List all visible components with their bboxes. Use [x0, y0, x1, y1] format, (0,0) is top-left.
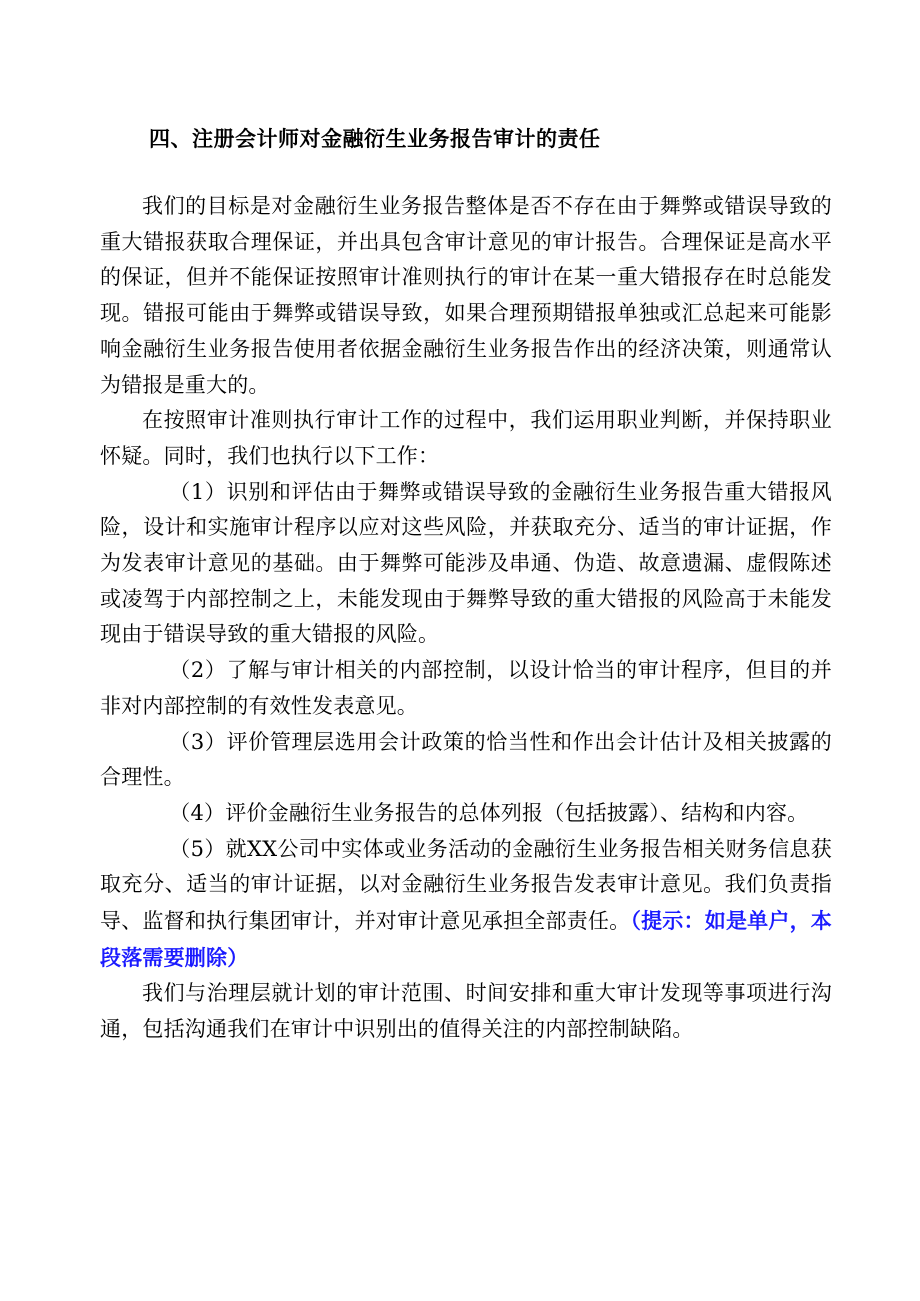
editor-note: （提示：如是单户，本段落需要删除）: [100, 908, 833, 970]
section-heading: 四、注册会计师对金融衍生业务报告审计的责任: [149, 126, 601, 151]
list-item-5-text: （5）就XX公司中实体或业务活动的金融衍生业务报告相关财务信息获取充分、适当的审计证据，以对金融衍生业务报告发表审计意见。我们负责指导、监督和执行集团审计，并对审计意见承担全部责任。: [100, 836, 832, 934]
list-item-5: [100, 832, 832, 977]
paragraph-procedures-intro: 在按照审计准则执行审计工作的过程中，我们运用职业判断，并保持职业怀疑。同时，我们也执行以下工作：: [100, 408, 832, 468]
list-item-4: （4）评价金融衍生业务报告的总体列报（包括披露）、结构和内容。: [169, 800, 809, 825]
list-item-3: （3）评价管理层选用会计政策的恰当性和作出会计估计及相关披露的合理性。: [100, 729, 832, 790]
list-item-2: （2）了解与审计相关的内部控制，以设计恰当的审计程序，但目的并非对内部控制的有效性发表意见。: [100, 658, 832, 718]
paragraph-communication: 我们与治理层就计划的审计范围、时间安排和重大审计发现等事项进行沟通，包括沟通我们在审计中识别出的值得关注的内部控制缺陷。: [100, 981, 832, 1042]
list-item-1: （1）识别和评估由于舞弊或错误导致的金融衍生业务报告重大错报风险，设计和实施审计程序以应对这些风险，并获取充分、适当的审计证据，作为发表审计意见的基础。由于舞弊可能涉及串通、伪造、故意遗漏、虚假陈述或凌驾于内部控制之上，未能发现由于舞弊导致的重大错报的风险高于未能发现由于错误导致的重大错报的风险。: [100, 479, 832, 647]
paragraph-objective: 我们的目标是对金融衍生业务报告整体是否不存在由于舞弊或错误导致的重大错报获取合理保证，并出具包含审计意见的审计报告。合理保证是高水平的保证，但并不能保证按照审计准则执行的审计在某一重大错报存在时总能发现。错报可能由于舞弊或错误导致，如果合理预期错报单独或汇总起来可能影响金融衍生业务报告使用者依据金融衍生业务报告作出的经济决策，则通常认为错报是重大的。: [100, 194, 832, 397]
section-body: [100, 189, 832, 1048]
